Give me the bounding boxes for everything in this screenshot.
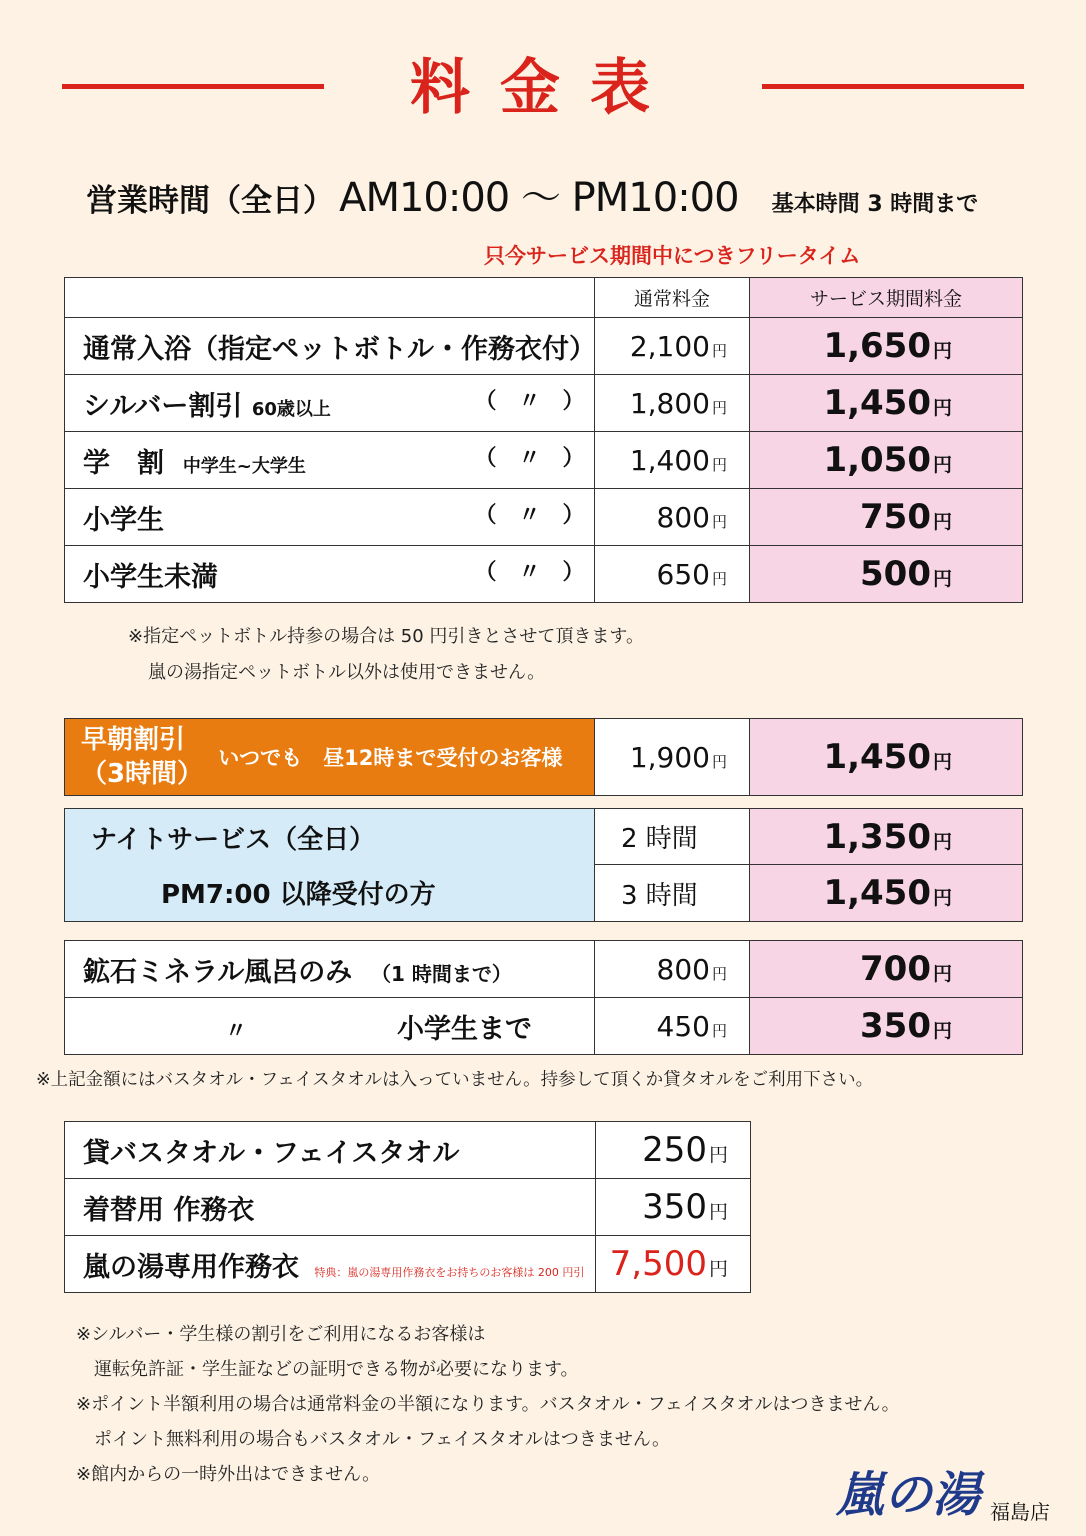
service-price: 500 円 [750, 546, 1023, 603]
table-row [65, 719, 1023, 796]
table-row [65, 809, 1023, 865]
night-duration: 2 時間 [595, 809, 750, 865]
page-title: 料金表 [410, 53, 680, 123]
footer-note-4: ポイント無料利用の場合もバスタオル・フェイスタオルはつきません。 [94, 1429, 670, 1450]
early-label-2: （3時間） [81, 759, 204, 789]
table-row [65, 941, 1023, 998]
table-row [65, 318, 1023, 375]
mineral-table [64, 940, 1023, 1055]
row-label: シルバー割引 60歳以上 （ 〃 ） [65, 375, 595, 432]
service-price: 750 円 [750, 489, 1023, 546]
row-label: 着替用 作務衣 [65, 1179, 596, 1236]
regular-price: 450 円 [595, 998, 750, 1055]
service-price: 1,050 円 [750, 432, 1023, 489]
bottle-note-2: 嵐の湯指定ペットボトル以外は使用できません。 [148, 662, 546, 683]
service-price: 1,450 円 [750, 375, 1023, 432]
service-price: 1,450 円 [750, 865, 1023, 922]
title-rule-left [62, 84, 324, 89]
service-price: 700 円 [750, 941, 1023, 998]
early-table [64, 718, 1023, 796]
regular-price: 800 円 [595, 941, 750, 998]
footer-note-3: ※ポイント半額利用の場合は通常料金の半額になります。バスタオル・フェイスタオルはつきません。 [76, 1394, 900, 1415]
regular-price: 1,400 円 [595, 432, 750, 489]
table-row [65, 998, 1023, 1055]
service-price: 1,650 円 [750, 318, 1023, 375]
row-label: 通常入浴（指定ペットボトル・作務衣付） [65, 318, 595, 375]
footer-note-2: 運転免許証・学生証などの証明できる物が必要になります。 [94, 1359, 579, 1380]
footer-note-1: ※シルバー・学生様の割引をご利用になるお客様は [76, 1324, 486, 1345]
night-label [65, 809, 595, 922]
table-row [65, 375, 1023, 432]
service-price: 1,450 円 [750, 719, 1023, 796]
row-label: 嵐の湯専用作務衣 特典：嵐の湯専用作務衣をお持ちのお客様は 200 円引 [65, 1236, 596, 1293]
table-row [65, 489, 1023, 546]
hours-label: 営業時間（全日） [86, 183, 334, 219]
extra-price: 7,500 円 [596, 1236, 751, 1293]
regular-price: 1,800 円 [595, 375, 750, 432]
row-label: 〃 小学生まで [65, 998, 595, 1055]
table-row [65, 432, 1023, 489]
header-service: サービス期間料金 [750, 278, 1023, 318]
regular-price: 2,100 円 [595, 318, 750, 375]
extra-price: 250 円 [596, 1122, 751, 1179]
service-notice: 只今サービス期間中につきフリータイム [484, 244, 861, 268]
night-table [64, 808, 1023, 922]
header-regular: 通常料金 [595, 278, 750, 318]
table-row [65, 1236, 751, 1293]
table-row [65, 1122, 751, 1179]
night-title: ナイトサービス（全日） [91, 824, 376, 855]
night-duration: 3 時間 [595, 865, 750, 922]
hours-time: AM10:00 ～ PM10:00 [339, 175, 739, 221]
title-rule-right [762, 84, 1024, 89]
extras-table [64, 1121, 751, 1293]
business-hours [86, 166, 978, 223]
early-label-1: 早朝割引 [81, 725, 186, 755]
service-price: 1,350 円 [750, 809, 1023, 865]
early-desc: いつでも 昼12時まで受付のお客様 [218, 746, 563, 770]
footer-note-5: ※館内からの一時外出はできません。 [76, 1464, 381, 1485]
table-row [65, 546, 1023, 603]
night-desc: PM7:00 以降受付の方 [161, 879, 436, 910]
towel-note: ※上記金額にはバスタオル・フェイスタオルは入っていません。持参して頂くか貸タオルをご利用下さい。 [36, 1070, 874, 1090]
main-price-table [64, 277, 1023, 603]
table-row [65, 1179, 751, 1236]
regular-price: 800 円 [595, 489, 750, 546]
row-label: 学 割 中学生~大学生 （ 〃 ） [65, 432, 595, 489]
early-label [65, 719, 595, 796]
brand-logo: 嵐の湯 [836, 1467, 981, 1523]
bottle-note-1: ※指定ペットボトル持参の場合は 50 円引きとさせて頂きます。 [128, 626, 644, 647]
row-label: 鉱石ミネラル風呂のみ （1 時間まで） [65, 941, 595, 998]
header-blank [65, 278, 595, 318]
perk-note: 特典：嵐の湯専用作務衣をお持ちのお客様は 200 円引 [314, 1265, 585, 1279]
regular-price: 650 円 [595, 546, 750, 603]
extra-price: 350 円 [596, 1179, 751, 1236]
row-label: 小学生 （ 〃 ） [65, 489, 595, 546]
hours-basic: 基本時間 3 時間まで [771, 192, 979, 217]
service-price: 350 円 [750, 998, 1023, 1055]
row-label: 貸バスタオル・フェイスタオル [65, 1122, 596, 1179]
row-label: 小学生未満 （ 〃 ） [65, 546, 595, 603]
shop-name: 福島店 [990, 1500, 1050, 1524]
regular-price: 1,900 円 [595, 719, 750, 796]
